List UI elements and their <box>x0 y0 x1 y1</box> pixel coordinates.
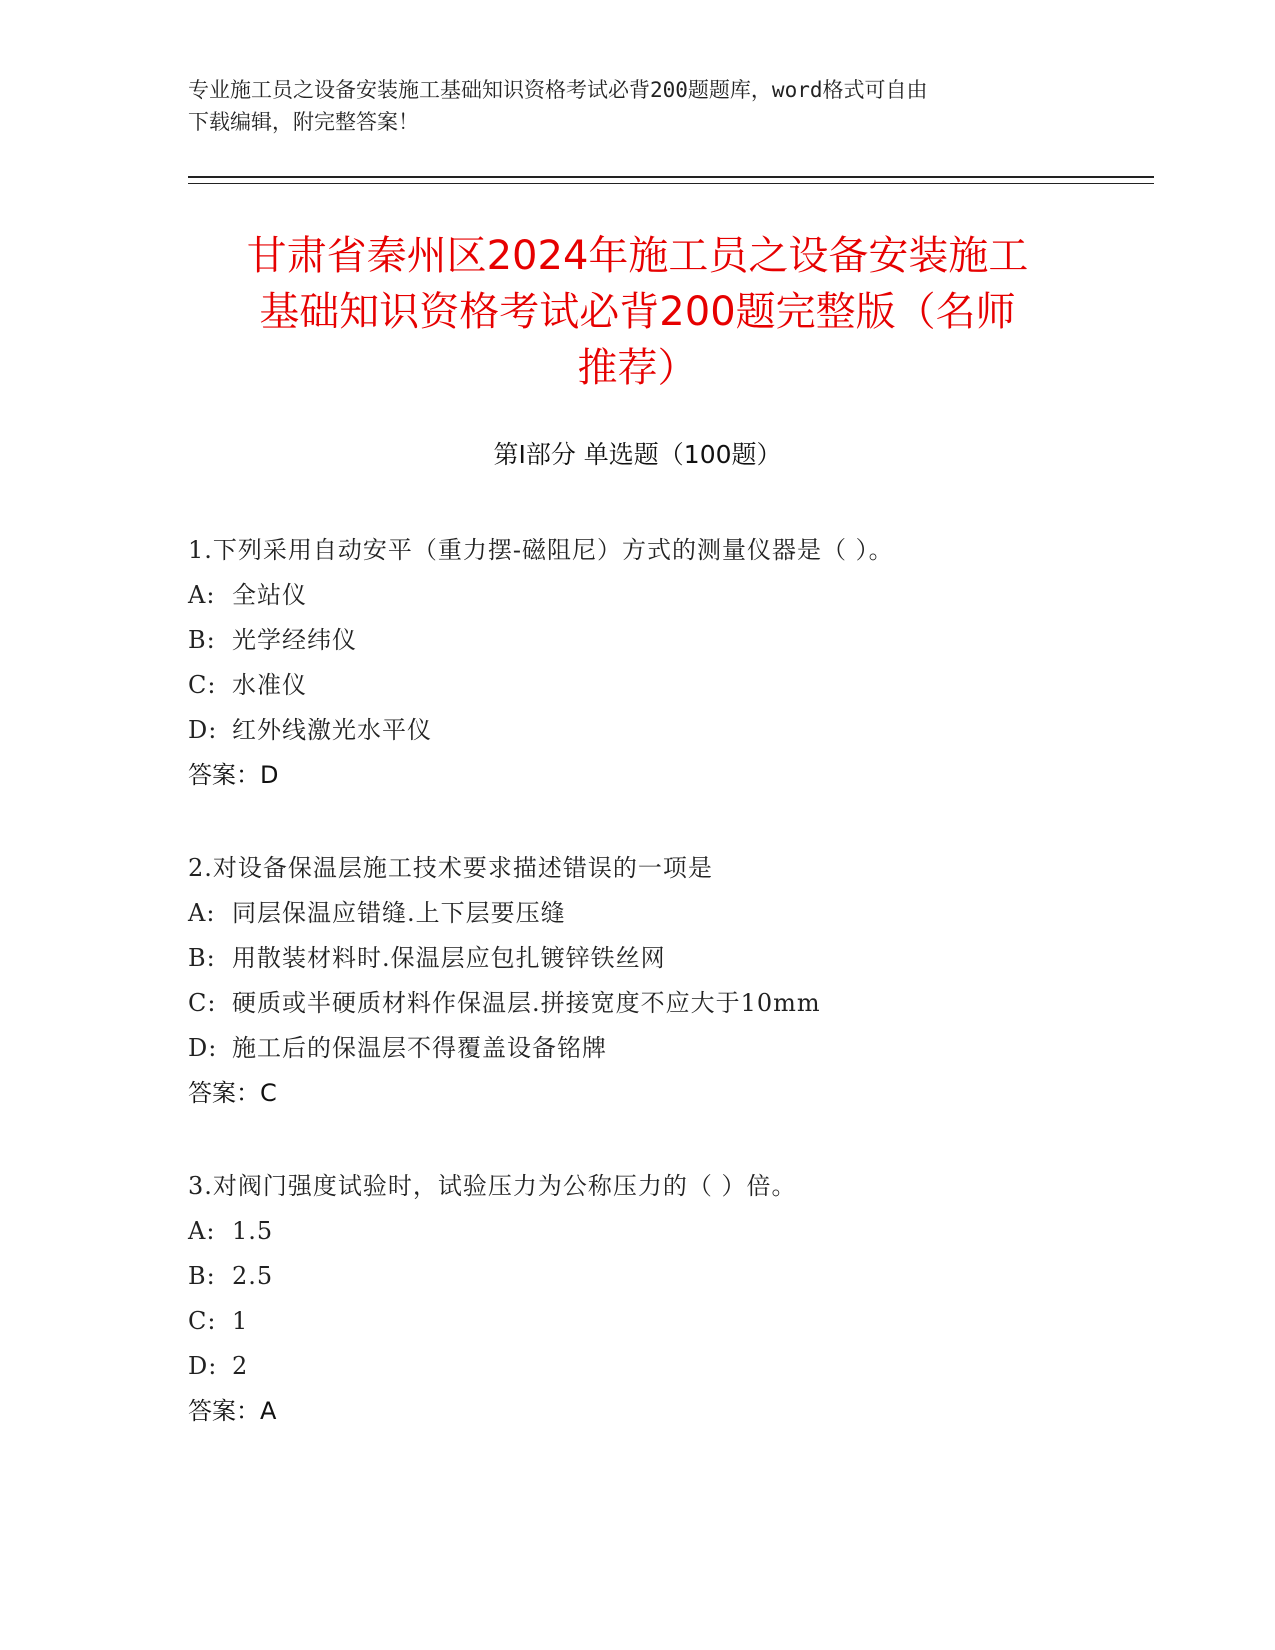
option-letter: D: <box>188 1352 218 1380</box>
question-stem: 2.对设备保温层施工技术要求描述错误的一项是 <box>188 854 713 882</box>
option-c <box>188 1299 1188 1344</box>
option-letter: B: <box>188 944 216 972</box>
option-letter: D: <box>188 1034 218 1062</box>
header-note <box>188 74 1088 138</box>
answer-line: 答案：C <box>188 1079 277 1107</box>
option-text: 施工后的保温层不得覆盖设备铭牌 <box>232 1034 607 1062</box>
header-note-line-2: 下载编辑，附完整答案！ <box>188 110 419 134</box>
option-text: 同层保温应错缝.上下层要压缝 <box>232 899 566 927</box>
option-b <box>188 936 1188 981</box>
option-text: 用散装材料时.保温层应包扎镀锌铁丝网 <box>232 944 666 972</box>
option-b <box>188 1254 1188 1299</box>
answer-line: 答案：A <box>188 1397 277 1425</box>
answer-line: 答案：D <box>188 761 279 789</box>
option-text: 1.5 <box>232 1217 274 1245</box>
question-1 <box>188 528 1188 798</box>
option-text: 2 <box>232 1352 249 1380</box>
document-title <box>150 228 1125 396</box>
header-divider-thick <box>188 176 1154 178</box>
option-c <box>188 663 1188 708</box>
document-title-line-3: 推荐） <box>577 345 698 391</box>
option-d <box>188 1026 1188 1071</box>
option-letter: C: <box>188 1307 217 1335</box>
option-a <box>188 573 1188 618</box>
header-note-line-1: 专业施工员之设备安装施工基础知识资格考试必背200题题库，word格式可自由 <box>188 78 928 102</box>
option-text: 1 <box>232 1307 249 1335</box>
option-text: 水准仪 <box>232 671 307 699</box>
option-a <box>188 1209 1188 1254</box>
option-a <box>188 891 1188 936</box>
option-letter: C: <box>188 989 217 1017</box>
question-2 <box>188 846 1188 1116</box>
option-letter: A: <box>188 581 216 609</box>
option-letter: D: <box>188 716 218 744</box>
question-stem: 3.对阀门强度试验时，试验压力为公称压力的（ ）倍。 <box>188 1172 797 1200</box>
option-text: 红外线激光水平仪 <box>232 716 432 744</box>
option-c <box>188 981 1188 1026</box>
option-letter: A: <box>188 899 216 927</box>
option-text: 光学经纬仪 <box>232 626 357 654</box>
option-text: 全站仪 <box>232 581 307 609</box>
option-letter: B: <box>188 626 216 654</box>
option-letter: A: <box>188 1217 216 1245</box>
option-letter: C: <box>188 671 217 699</box>
option-d <box>188 708 1188 753</box>
document-title-line-1: 甘肃省秦州区2024年施工员之设备安装施工 <box>246 233 1029 279</box>
option-b <box>188 618 1188 663</box>
header-divider-thin <box>188 183 1154 184</box>
question-stem: 1.下列采用自动安平（重力摆-磁阻尼）方式的测量仪器是（ ）。 <box>188 536 894 564</box>
option-text: 硬质或半硬质材料作保温层.拼接宽度不应大于10mm <box>232 989 821 1017</box>
option-letter: B: <box>188 1262 216 1290</box>
option-text: 2.5 <box>232 1262 274 1290</box>
question-3 <box>188 1164 1188 1434</box>
document-title-line-2: 基础知识资格考试必背200题完整版（名师 <box>259 289 1016 335</box>
option-d <box>188 1344 1188 1389</box>
section-heading: 第Ⅰ部分 单选题（100题） <box>493 440 782 469</box>
